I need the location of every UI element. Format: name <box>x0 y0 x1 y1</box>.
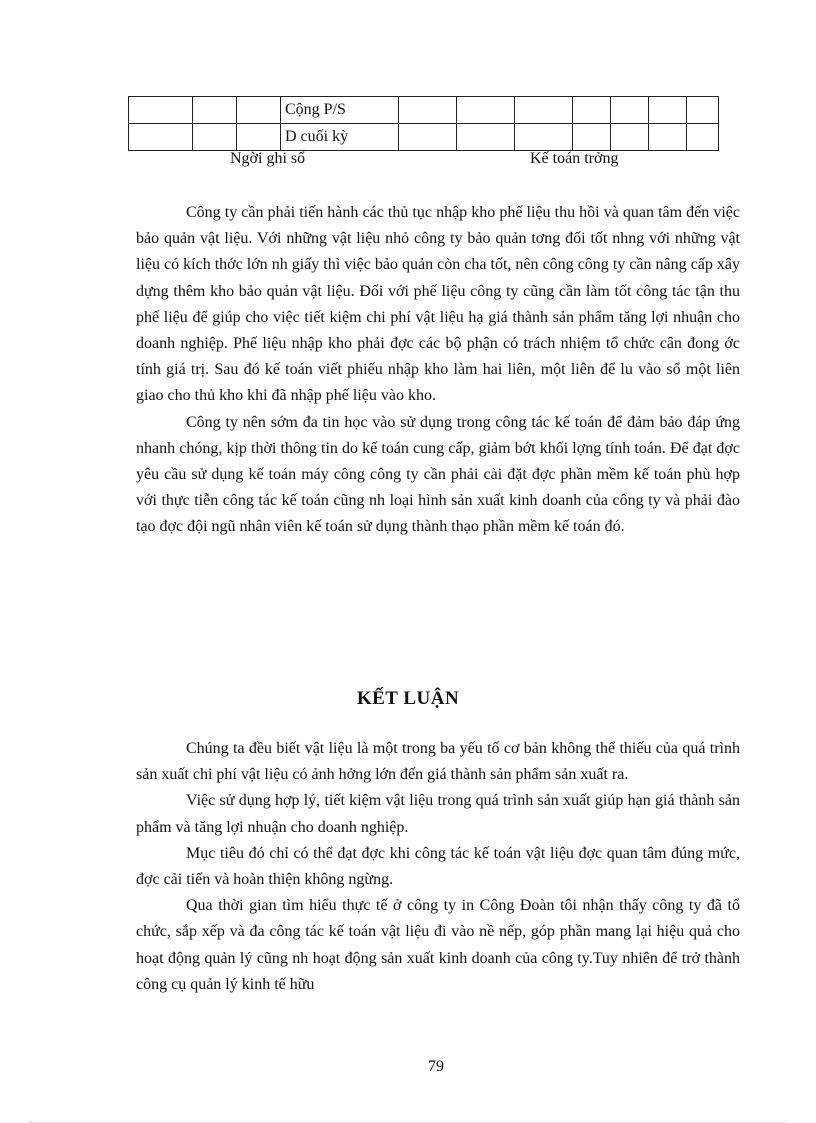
table-cell <box>573 97 611 124</box>
table-cell <box>193 97 237 124</box>
table-cell <box>687 97 719 124</box>
signature-recorder: Ngời ghi sổ <box>230 150 306 167</box>
table-cell <box>129 97 193 124</box>
table-cell <box>237 97 281 124</box>
conclusion-section <box>136 736 740 998</box>
table-cell <box>515 97 573 124</box>
paragraph: Mục tiêu đó chỉ có thể đạt đợc khi công tác kế toán vật liệu đợc quan tâm đúng mức, đợc cải tiến và hoàn thiện không ngừng. <box>136 844 740 889</box>
table-cell <box>611 124 649 151</box>
table-cell <box>515 124 573 151</box>
table-cell <box>649 124 687 151</box>
table-cell <box>129 124 193 151</box>
signature-chief-accountant: Kế toán trởng <box>530 150 619 167</box>
paragraph: Việc sử dụng hợp lý, tiết kiệm vật liệu trong quá trình sản xuất giúp hạn giá thành sản phẩm và tăng lợi nhuận cho doanh nghiệp. <box>136 792 740 836</box>
table-cell: Cộng P/S <box>281 97 399 124</box>
paragraph: Chúng ta đều biết vật liệu là một trong ba yếu tố cơ bản không thể thiếu của quá trình sản xuất chi phí vật liệu có ảnh hởng lớn đến giá thành sản phẩm sản xuất ra. <box>136 740 740 784</box>
table-cell <box>399 97 457 124</box>
table-cell <box>457 97 515 124</box>
page-number: 79 <box>428 1058 444 1075</box>
table-row <box>129 97 719 124</box>
conclusion-heading: KẾT LUẬN <box>356 688 460 709</box>
table-cell <box>237 124 281 151</box>
table-cell <box>573 124 611 151</box>
paragraph: Qua thời gian tìm hiểu thực tế ở công ty in Công Đoàn tôi nhận thấy công ty đã tổ chức, sắp xếp và đa công tác kế toán vật liệu đi vào nề nếp, góp phần mang lại hiệu quả cho hoạt động quản lý cũng nh hoạt động sản xuất kinh doanh của công ty.Tuy nhiên để trở thành công cụ quản lý kinh tế hữu <box>136 897 740 993</box>
table-cell <box>611 97 649 124</box>
ledger-table <box>128 96 719 151</box>
table-cell <box>193 124 237 151</box>
table-cell: D cuối kỳ <box>281 124 399 151</box>
table-cell <box>687 124 719 151</box>
table-row <box>129 124 719 151</box>
table-cell <box>399 124 457 151</box>
paragraph: Công ty nên sớm đa tin học vào sử dụng trong công tác kế toán để đảm bảo đáp ứng nhanh chóng, kịp thời thông tin do kế toán cung cấp, giảm bớt khối lợng tính toán. Để đạt đợc yêu cầu sử dụng kế toán máy công công ty cần phải cài đặt đợc phần mềm kế toán phù hợp với thực tiễn công tác kế toán cũng nh loại hình sản xuất kinh doanh của công ty và phải đào tạo đợc đội ngũ nhân viên kế toán sử dụng thành thạo phần mềm kế toán đó. <box>136 413 740 536</box>
paragraph: Công ty cần phải tiến hành các thủ tục nhập kho phế liệu thu hồi và quan tâm đến việc bảo quản vật liệu. Với những vật liệu nhỏ công ty bảo quản tơng đối tốt nhng với những vật liệu có kích thớc lớn nh giấy thì việc bảo quản còn cha tốt, nên công công ty cần nâng cấp xây dựng thêm kho bảo quản vật liệu. Đối với phế liệu công ty cũng cần làm tốt công tác tận thu phế liệu để giúp cho việc tiết kiệm chi phí vật liệu hạ giá thành sản phẩm tăng lợi nhuận cho doanh nghiệp. Phế liệu nhập kho phải đợc các bộ phận có trách nhiệm tổ chức cân đong ớc tính giá trị. Sau đó kế toán viết phiếu nhập kho làm hai liên, một liên để lu vào sổ một liên giao cho thủ kho khi đã nhập phế liệu vào kho. <box>136 204 740 405</box>
table-cell <box>457 124 515 151</box>
table-cell <box>649 97 687 124</box>
recommendations-section <box>136 200 740 541</box>
